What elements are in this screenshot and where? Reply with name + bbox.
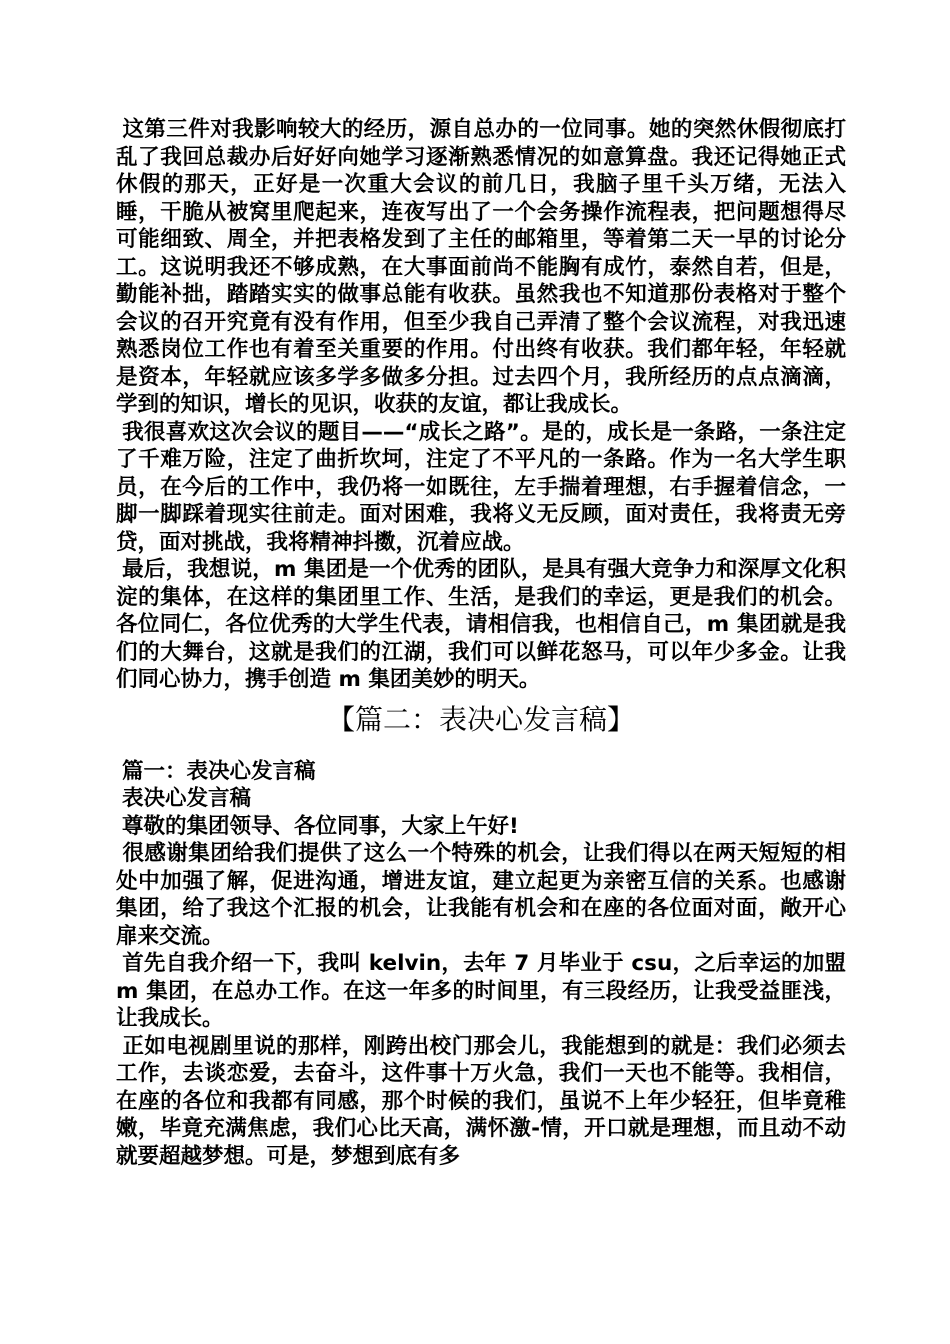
paragraph-text: 尊敬的集团领导、各位同事，大家上午好!: [122, 813, 519, 839]
paragraph-text: 我很喜欢这次会议的题目——“成长之路”。是的，成长是一条路，一条注定了千难万险，注定了曲折坎坷，注定了不平凡的一条路。作为一名大学生职员，在今后的工作中，我仍将一如既往，左手揣着理想，右手握着信念，一脚一脚踩着现实往前走。面对困难，我将义无反顾，面对责任，我将责无旁贷，面对挑战，我将精神抖擞，沉着应战。: [116, 419, 846, 555]
paragraph-self-intro: [116, 950, 846, 1033]
paragraph-closing: [116, 556, 846, 694]
paragraph-growth-road: [116, 419, 846, 557]
paragraph-text: 这第三件对我影响较大的经历，源自总办的一位同事。她的突然休假彻底打乱了我回总裁办后好好向她学习逐渐熟悉情况的如意算盘。我还记得她正式休假的那天，正好是一次重大会议的前几日，我脑子里千头万绪，无法入睡，干脆从被窝里爬起来，连夜写出了一个会务操作流程表，把问题想得尽可能细致、周全，并把表格发到了主任的邮箱里，等着第二天一早的讨论分工。这说明我还不够成熟，在大事面前尚不能胸有成竹，泰然自若，但是，勤能补拙，踏踏实实的做事总能有收获。虽然我也不知道那份表格对于整个会议的召开究竟有没有作用，但至少我自己弄清了整个会议流程，对我迅速熟悉岗位工作也有着至关重要的作用。付出终有收获。我们都年轻，年轻就是资本，年轻就应该多学多做多分担。过去四个月，我所经历的点点滴滴，学到的知识，增长的见识，收获的友谊，都让我成长。: [116, 117, 846, 417]
paragraph-heading-1: [116, 758, 846, 786]
paragraph-text: 首先自我介绍一下，我叫 kelvin，去年 7 月毕业于 csu，之后幸运的加盟 m 集团，在总办工作。在这一年多的时间里，有三段经历，让我受益匪浅，让我成长。: [116, 951, 846, 1031]
paragraph-heading-2: [116, 785, 846, 813]
paragraph-greeting: [116, 813, 846, 841]
paragraph-text: 正如电视剧里说的那样，刚跨出校门那会儿，我能想到的就是：我们必须去工作，去谈恋爱，去奋斗，这件事十万火急，我们一天也不能等。我相信，在座的各位和我都有同感，那个时候的我们，虽说不上年少轻狂，但毕竟稚嫩，毕竟充满焦虑，我们心比天高，满怀激-情，开口就是理想，而且动不动就要超越梦想。可是，梦想到底有多: [116, 1033, 846, 1169]
document-page: [116, 116, 846, 1170]
paragraph-text: 表决心发言稿: [122, 786, 252, 811]
paragraph-text: 最后，我想说，m 集团是一个优秀的团队，是具有强大竞争力和深厚文化积淀的集体，在这样的集团里工作、生活，是我们的幸运，更是我们的机会。各位同仁，各位优秀的大学生代表，请相信我，也相信自己，m 集团就是我们的大舞台，这就是我们的江湖，我们可以鲜花怒马，可以年少多金。让我们同心协力，携手创造 m 集团美妙的明天。: [116, 557, 846, 692]
paragraph-text: 很感谢集团给我们提供了这么一个特殊的机会，让我们得以在两天短短的相处中加强了解，促进沟通，增进友谊，建立起更为亲密互信的关系。也感谢集团，给了我这个汇报的机会，让我能有机会和在座的各位面对面，敞开心扉来交流。: [116, 841, 846, 949]
paragraph-text: 篇一：表决心发言稿: [122, 758, 316, 784]
section-title: 【篇二：表决心发言稿】: [326, 702, 635, 736]
paragraph-dream: [116, 1033, 846, 1171]
paragraph-thanks: [116, 840, 846, 950]
paragraph-third-experience: [116, 116, 846, 419]
